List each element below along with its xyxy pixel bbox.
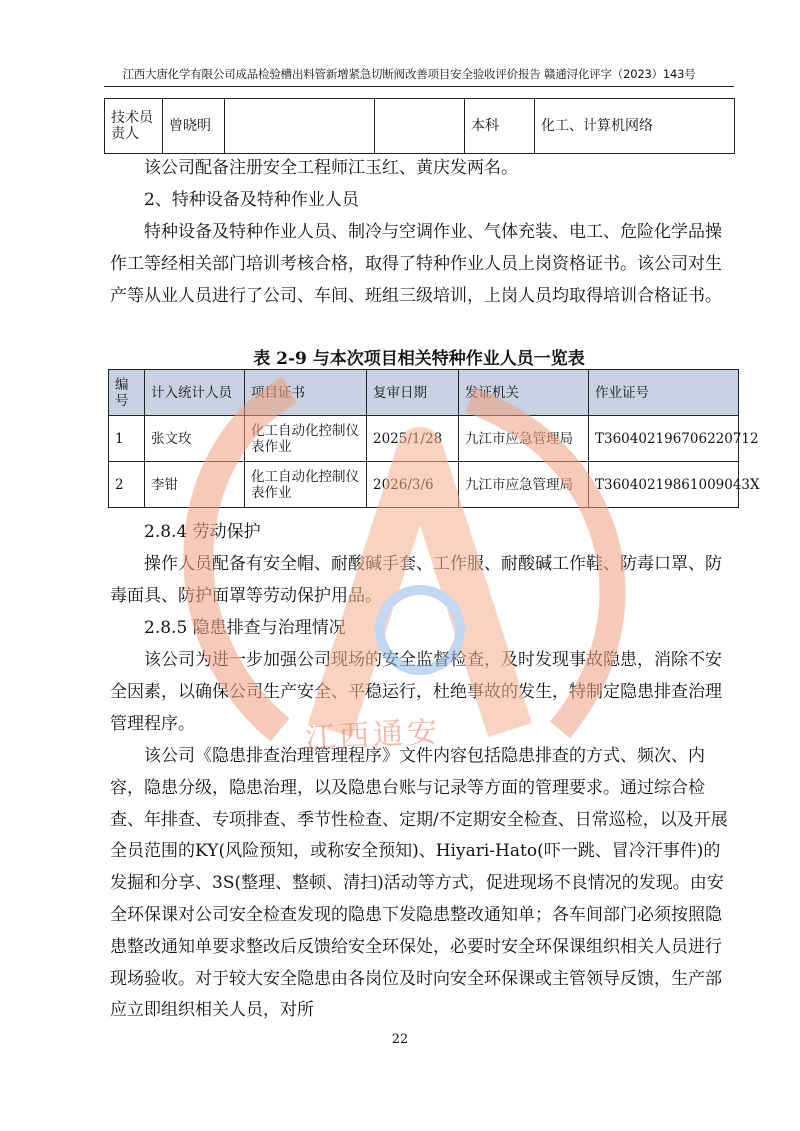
table-cell: 九江市应急管理局 [459, 462, 589, 508]
table-caption: 表 2-9 与本次项目相关特种作业人员一览表 [253, 349, 585, 369]
page-number: 22 [391, 1032, 409, 1047]
column-header: 发证机关 [459, 370, 589, 416]
running-header: 江西大唐化学有限公司成品检验槽出料管新增紧急切断阀改善项目安全验收评价报告 赣通浔化评字（2023）143号 [122, 67, 696, 81]
table-row [105, 99, 735, 154]
section-heading: 2.8.4 劳动保护 [144, 522, 261, 542]
table-cell: T36040219861009043X [589, 462, 739, 508]
table-cell: 1 [109, 416, 145, 462]
section-heading: 2.8.5 隐患排查与治理情况 [144, 618, 346, 638]
table-cell: 本科 [465, 99, 535, 154]
table-cell: 2025/1/28 [367, 416, 459, 462]
table-row [109, 416, 739, 462]
table-cell: 化工自动化控制仪表作业 [245, 416, 367, 462]
table-cell [225, 99, 375, 154]
section-heading: 2、特种设备及特种作业人员 [144, 190, 359, 210]
watermark-text: 江西通安 [304, 714, 443, 757]
table-cell: T360402196706220712 [589, 416, 739, 462]
column-header: 计入统计人员 [145, 370, 245, 416]
paragraph: 特种设备及特种作业人员、制冷与空调作业、气体充装、电工、危险化学品操作工等经相关部门培训考核合格，取得了特种作业人员上岗资格证书。该公司对生产等从业人员进行了公司、车间、班组三级培训，上岗人员均取得培训合格证书。 [110, 222, 722, 306]
column-header: 作业证号 [589, 370, 739, 416]
column-header: 编号 [109, 370, 145, 416]
column-header: 复审日期 [367, 370, 459, 416]
table-cell: 九江市应急管理局 [459, 416, 589, 462]
special-operations-staff-table [108, 369, 760, 508]
paragraph: 操作人员配备有安全帽、耐酸碱手套、工作服、耐酸碱工作鞋、防毒口罩、防毒面具、防护面罩等劳动保护用品。 [110, 554, 722, 606]
paragraph: 该公司配备注册安全工程师江玉红、黄庆发两名。 [144, 158, 518, 178]
table-cell: 化工、计算机网络 [535, 99, 735, 154]
table-cell [375, 99, 465, 154]
table-cell: 曾晓明 [163, 99, 225, 154]
column-header: 项目证书 [245, 370, 367, 416]
table-cell: 2026/3/6 [367, 462, 459, 508]
header-rule [104, 86, 734, 87]
table-header-row [109, 370, 739, 416]
paragraph: 该公司为进一步加强公司现场的安全监督检查，及时发现事故隐患，消除不安全因素，以确保公司生产安全、平稳运行，杜绝事故的发生，特制定隐患排查治理管理程序。 [110, 650, 722, 734]
paragraph: 该公司《隐患排查治理管理程序》文件内容包括隐患排查的方式、频次、内容，隐患分级，隐患治理，以及隐患台账与记录等方面的管理要求。通过综合检查、年排查、专项排查、季节性检查、定期/不定期安全检查、日常巡检，以及开展全员范围的KY(风险预知，或称安全预知)、Hiyari-Hato(吓一跳、冒冷汗事件)的发掘和分享、3S(整理、整顿、清扫)活动等方式，促进现场不良情况的发现。由安全环保课对公司安全检查发现的隐患下发隐患整改通知单；各车间部门必须按照隐患整改通知单要求整改后反馈给安全环保处，必要时安全环保课组织相关人员进行现场验收。对于较大安全隐患由各岗位及时向安全环保课或主管领导反馈，生产部应立即组织相关人员，对所 [110, 746, 728, 1021]
table-cell: 李钳 [145, 462, 245, 508]
table-cell: 化工自动化控制仪表作业 [245, 462, 367, 508]
table-cell: 2 [109, 462, 145, 508]
table-row [109, 462, 739, 508]
table-cell: 技术员 责人 [105, 99, 163, 154]
technical-staff-table [104, 98, 735, 154]
table-cell: 张文玫 [145, 416, 245, 462]
